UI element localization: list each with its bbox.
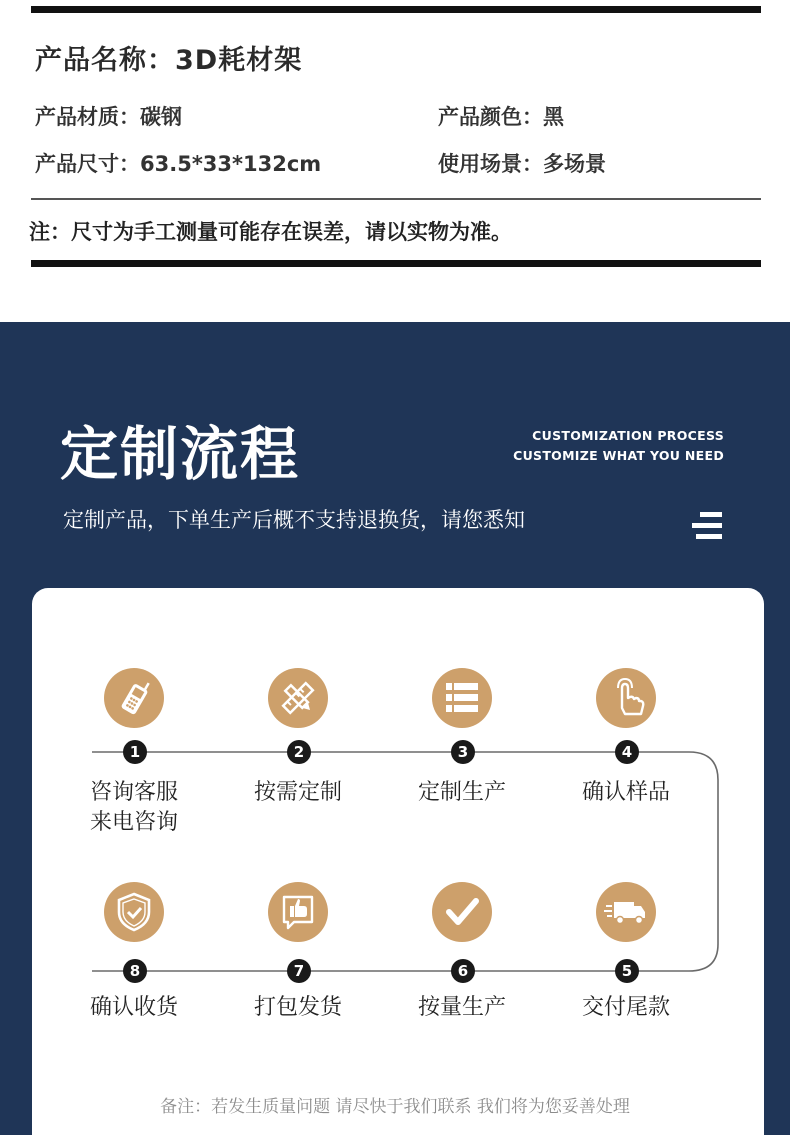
step-number-5: 5 — [615, 959, 639, 983]
process-english-line2: CUSTOMIZE WHAT YOU NEED — [513, 448, 724, 463]
product-scene: 使用场景：多场景 — [438, 152, 606, 176]
product-material: 产品材质：碳钢 — [35, 105, 182, 129]
mid-divider — [31, 198, 761, 200]
step-label-6: 按量生产 — [417, 995, 506, 1020]
step-number-2: 2 — [287, 740, 311, 764]
shield-check-icon — [104, 882, 164, 942]
process-subtitle: 定制产品，下单生产后概不支持退换货，请您悉知 — [63, 508, 525, 532]
step-label-5: 交付尾款 — [581, 995, 670, 1020]
mobile-phone-icon — [104, 668, 164, 728]
bottom-divider — [31, 260, 761, 267]
step-label-1-line1: 咨询客服 — [89, 780, 178, 805]
step-label-7: 打包发货 — [253, 995, 342, 1020]
thumbs-up-icon — [268, 882, 328, 942]
top-divider — [31, 6, 761, 13]
step-number-3: 3 — [451, 740, 475, 764]
product-spec-section — [0, 0, 790, 322]
step-number-8: 8 — [123, 959, 147, 983]
process-title: 定制流程 — [60, 420, 301, 488]
process-english-line1: CUSTOMIZATION PROCESS — [532, 428, 724, 443]
step-number-6: 6 — [451, 959, 475, 983]
step-label-8: 确认收货 — [89, 995, 178, 1020]
step-number-4: 4 — [615, 740, 639, 764]
step-label-1-line2: 来电咨询 — [89, 810, 178, 835]
process-card — [32, 588, 764, 1135]
tap-hand-icon — [596, 668, 656, 728]
step-number-7: 7 — [287, 959, 311, 983]
process-english-caption — [513, 426, 724, 466]
step-label-4: 确认样品 — [581, 780, 670, 805]
checkmark-icon — [432, 882, 492, 942]
product-size: 产品尺寸：63.5*33*132cm — [35, 152, 322, 176]
menu-icon — [692, 512, 722, 540]
step-label-3: 定制生产 — [417, 780, 506, 805]
delivery-truck-icon — [596, 882, 656, 942]
size-note: 注：尺寸为手工测量可能存在误差，请以实物为准。 — [29, 220, 512, 244]
product-color: 产品颜色：黑 — [438, 105, 564, 129]
product-name: 产品名称：3D耗材架 — [35, 45, 303, 76]
list-icon — [432, 668, 492, 728]
step-label-2: 按需定制 — [253, 780, 342, 805]
quality-footnote: 备注：若发生质量问题 请尽快于我们联系 我们将为您妥善处理 — [160, 1097, 630, 1117]
step-label-1 — [54, 778, 214, 838]
customization-process-section — [0, 322, 790, 1135]
step-number-1: 1 — [123, 740, 147, 764]
ruler-pencil-icon — [268, 668, 328, 728]
